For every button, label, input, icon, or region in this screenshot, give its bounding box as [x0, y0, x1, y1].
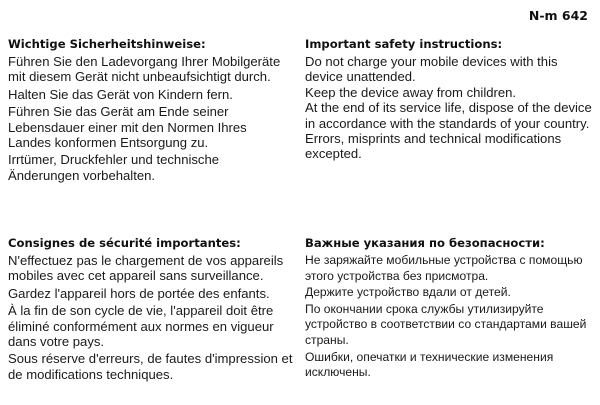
instruction-paragraph: Ошибки, опечатки и технические изменения исключены. — [305, 349, 554, 380]
safety-section-french — [8, 236, 298, 384]
section-title: Consignes de sécurité importantes: — [8, 236, 241, 250]
instruction-paragraph: Errors, misprints and technical modifications excepted. — [305, 131, 562, 162]
instruction-paragraph: Gardez l'appareil hors de portée des enfants. — [8, 285, 270, 301]
instruction-paragraph: Держите устройство вдали от детей. — [305, 285, 511, 300]
instruction-paragraph: Не заряжайте мобильные устройства с помощью этого устройства без присмотра. — [305, 253, 583, 283]
instruction-paragraph: Führen Sie den Ladevorgang Ihrer Mobilgeräte mit diesem Gerät nicht unbeaufsichtigt durch. — [8, 54, 281, 85]
model-code: N-m 642 — [528, 8, 588, 23]
instruction-paragraph: N'effectuez pas le chargement de vos appareils mobiles avec cet appareil sans surveillance. — [8, 253, 284, 284]
instruction-paragraph: Sous réserve d'erreurs, de fautes d'impression et de modifications techniques. — [8, 351, 293, 382]
section-title: Wichtige Sicherheitshinweise: — [8, 37, 206, 51]
instruction-paragraph: По окончании срока службы утилизируйте устройство в соответствии со стандартами вашей страны. — [305, 301, 587, 347]
safety-section-english — [305, 37, 597, 162]
instruction-paragraph: Irrtümer, Druckfehler und technische Änderungen vorbehalten. — [8, 152, 220, 183]
instruction-paragraph: Do not charge your mobile devices with this device unattended. — [305, 54, 558, 85]
instruction-paragraph: Führen Sie das Gerät am Ende seiner Lebensdauer einer mit den Normen Ihres Landes konformen Entsorgung zu. — [8, 104, 247, 151]
section-title: Важные указания по безопасности: — [305, 236, 545, 250]
instruction-paragraph: Halten Sie das Gerät von Kindern fern. — [8, 86, 233, 102]
instruction-paragraph: À la fin de son cycle de vie, l'appareil doit être éliminé conformément aux normes en vigueur dans votre pays. — [8, 303, 274, 350]
instruction-paragraph: At the end of its service life, dispose of the device in accordance with the standards of your country. — [305, 100, 592, 131]
safety-section-russian — [305, 236, 597, 382]
section-title: Important safety instructions: — [305, 37, 503, 51]
safety-section-german — [8, 37, 290, 185]
instruction-paragraph: Keep the device away from children. — [305, 84, 517, 100]
